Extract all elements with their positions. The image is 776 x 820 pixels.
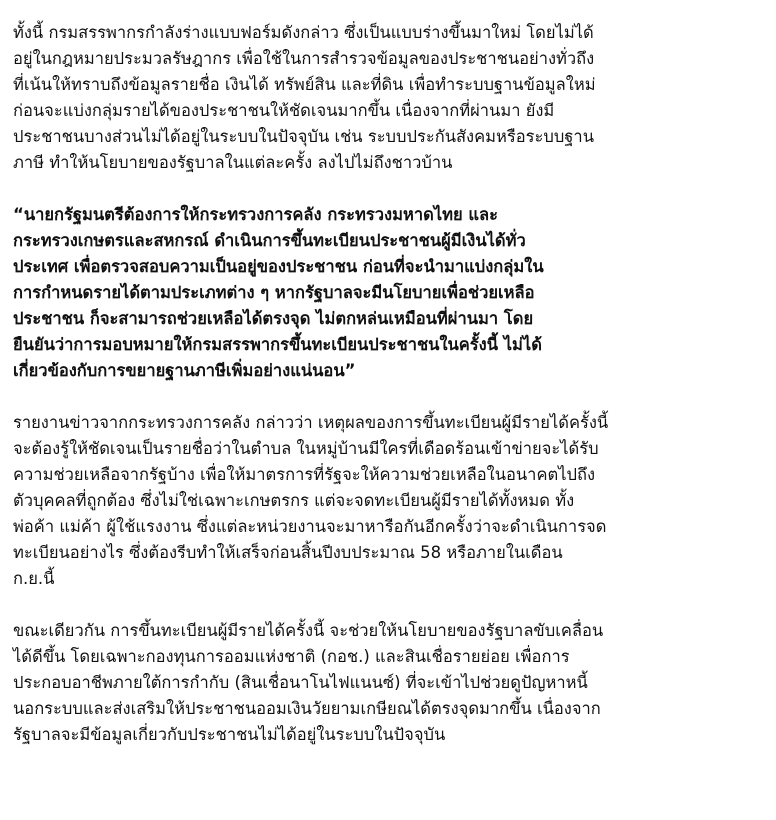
text-line: พ่อค้า แม่ค้า ผู้ใช้แรงงาน ซึ่งแต่ละหน่วยงานจะมาหารือกันอีกครั้งว่าจะดำเนินการจด (13, 517, 607, 536)
text-line: ทะเบียนอย่างไร ซึ่งต้องรีบทำให้เสร็จก่อนสิ้นปีงบประมาณ 58 หรือภายในเดือน (13, 543, 563, 562)
text-line: อยู่ในกฎหมายประมวลรัษฎากร เพื่อใช้ในการสำรวจข้อมูลของประชาชนอย่างทั่วถึง (13, 49, 595, 68)
text-line: ที่เน้นให้ทราบถึงข้อมูลรายชื่อ เงินได้ ทรัพย์สิน และที่ดิน เพื่อทำระบบฐานข้อมูลใหม่ (13, 75, 596, 94)
text-line: ความช่วยเหลือจากรัฐบ้าง เพื่อให้มาตรการที่รัฐจะให้ความช่วยเหลือในอนาคตไปถึง (13, 465, 596, 484)
quote-line: กระทรวงเกษตรและสหกรณ์ ดำเนินการขึ้นทะเบียนประชาชนผู้มีเงินได้ทั่ว (13, 231, 526, 250)
text-line: ก่อนจะแบ่งกลุ่มรายได้ของประชาชนให้ชัดเจนมากขึ้น เนื่องจากที่ผ่านมา ยังมี (13, 101, 555, 120)
text-line: ตัวบุคคลที่ถูกต้อง ซึ่งไม่ใช่เฉพาะเกษตรกร แต่จะจดทะเบียนผู้มีรายได้ทั้งหมด ทั้ง (13, 491, 575, 510)
paragraph-4 (13, 618, 764, 748)
text-line: ประชาชนบางส่วนไม่ได้อยู่ในระบบในปัจจุบัน เช่น ระบบประกันสังคมหรือระบบฐาน (13, 127, 594, 146)
quote-line: การกำหนดรายได้ตามประเภทต่าง ๆ หากรัฐบาลจะมีนโยบายเพื่อช่วยเหลือ (13, 283, 535, 302)
quote-line: “นายกรัฐมนตรีต้องการให้กระทรวงการคลัง กระทรวงมหาดไทย และ (13, 205, 499, 224)
quote-line: ประเทศ เพื่อตรวจสอบความเป็นอยู่ของประชาชน ก่อนที่จะนำมาแบ่งกลุ่มใน (13, 257, 544, 276)
text-line: นอกระบบและส่งเสริมให้ประชาชนออมเงินวัยยามเกษียณได้ตรงจุดมากขึ้น เนื่องจาก (13, 699, 601, 718)
text-line: รัฐบาลจะมีข้อมูลเกี่ยวกับประชาชนไม่ได้อยู่ในระบบในปัจจุบัน (13, 725, 446, 744)
text-line: ก.ย.นี้ (13, 569, 55, 588)
text-line: ประกอบอาชีพภายใต้การกำกับ (สินเชื่อนาโนไฟแนนซ์) ที่จะเข้าไปช่วยดูปัญหาหนี้ (13, 673, 588, 692)
paragraph-3 (13, 410, 764, 592)
quote-line: ยืนยันว่าการมอบหมายให้กรมสรรพากรขึ้นทะเบียนประชาชนในครั้งนี้ ไม่ได้ (13, 335, 542, 354)
text-line: รายงานข่าวจากกระทรวงการคลัง กล่าวว่า เหตุผลของการขึ้นทะเบียนผู้มีรายได้ครั้งนี้ (13, 413, 609, 432)
text-line: ขณะเดียวกัน การขึ้นทะเบียนผู้มีรายได้ครั้งนี้ จะช่วยให้นโยบายของรัฐบาลขับเคลื่อน (13, 621, 604, 640)
text-line: ได้ดีขึ้น โดยเฉพาะกองทุนการออมแห่งชาติ (กอช.) และสินเชื่อรายย่อย เพื่อการ (13, 647, 570, 666)
quote-line: เกี่ยวข้องกับการขยายฐานภาษีเพิ่มอย่างแน่นอน” (13, 361, 356, 380)
paragraph-1 (13, 20, 764, 176)
text-line: จะต้องรู้ให้ชัดเจนเป็นรายชื่อว่าในตำบล ในหมู่บ้านมีใครที่เดือดร้อนเข้าข่ายจะได้รับ (13, 439, 599, 458)
quote-line: ประชาชน ก็จะสามารถช่วยเหลือได้ตรงจุด ไม่ตกหล่นเหมือนที่ผ่านมา โดย (13, 309, 534, 328)
text-line: ภาษี ทำให้นโยบายของรัฐบาลในแต่ละครั้ง ลงไปไม่ถึงชาวบ้าน (13, 153, 453, 172)
text-line: ทั้งนี้ กรมสรรพากรกำลังร่างแบบฟอร์มดังกล่าว ซึ่งเป็นแบบร่างขึ้นมาใหม่ โดยไม่ได้ (13, 23, 594, 42)
bold-quote-paragraph (13, 202, 764, 384)
